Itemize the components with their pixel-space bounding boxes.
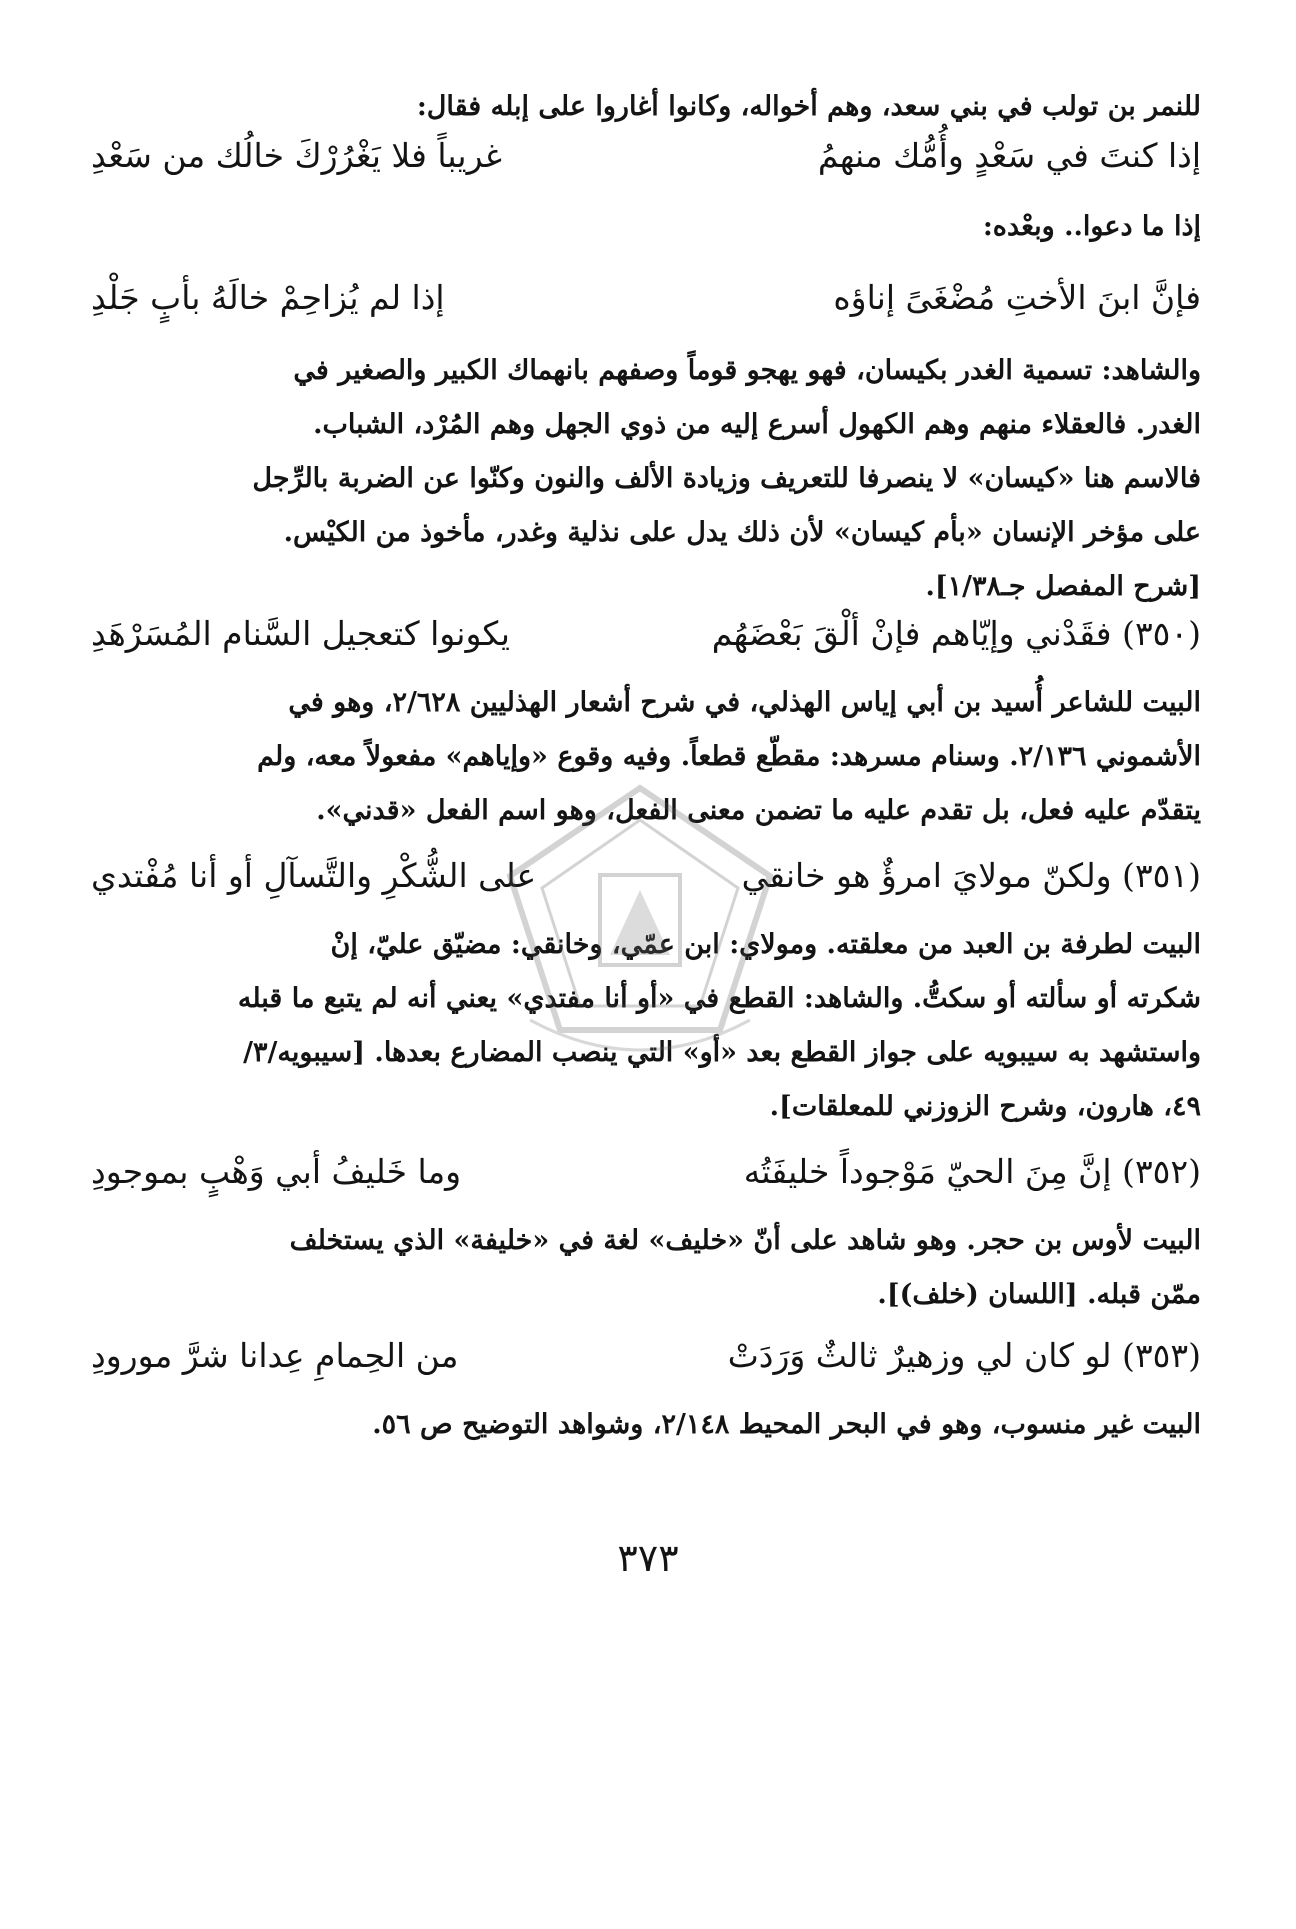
verse-350 (91, 604, 1201, 664)
verse-2-second-hemistich: إذا لم يُزاحِمْ خالَهُ بأبٍ جَلْدِ (91, 278, 445, 317)
commentary-line: ٤٩، هارون، وشرح الزوزني للمعلقات]. (769, 1091, 1201, 1122)
verse-353-first-hemistich: (٣٥٣) لو كان لي وزهيرٌ ثالثٌ وَرَدَتْ (727, 1336, 1201, 1375)
commentary-line: يتقدّم عليه فعل، بل تقدم عليه ما تضمن معنى الفعل، وهو اسم الفعل «قدني». (316, 795, 1201, 826)
commentary-line: على مؤخر الإنسان «بأم كيسان» لأن ذلك يدل على نذلية وغدر، مأخوذ من الكيْس. (283, 517, 1201, 548)
commentary-352 (91, 1214, 1201, 1322)
verse-351-first-hemistich: (٣٥١) ولكنّ مولايَ امرؤٌ هو خانقي (741, 856, 1201, 895)
commentary-line: البيت لطرفة بن العبد من معلقته. ومولاي: ابن عمّي، وخانقي: مضيّق عليّ، إنْ (330, 929, 1201, 960)
verse-1 (91, 126, 1201, 186)
commentary-line: ممّن قبله. [اللسان (خلف)]. (877, 1279, 1201, 1310)
verse-1-second-hemistich: غريباً فلا يَغْرُرْكَ خالُك من سَعْدِ (91, 136, 503, 175)
commentary-block-1 (91, 344, 1201, 614)
commentary-line: واستشهد به سيبويه على جواز القطع بعد «أو» التي ينصب المضارع بعدها. [سيبويه/٣/ (243, 1037, 1201, 1068)
seal-watermark-icon (490, 780, 790, 1060)
verse-350-first-hemistich: (٣٥٠) فقَدْني وإيّاهم فإنْ ألْقَ بَعْضَهُم (711, 614, 1201, 653)
commentary-line: البيت للشاعر أُسيد بن أبي إياس الهذلي، في شرح أشعار الهذليين ٢/٦٢٨، وهو في (288, 687, 1201, 718)
commentary-353 (91, 1398, 1201, 1452)
commentary-line: شكرته أو سألته أو سكتُّ. والشاهد: القطع في «أو أنا مفتدي» يعني أنه لم يتبع ما قبله (237, 983, 1201, 1014)
verse-353-second-hemistich: من الحِمامِ عِدانا شرَّ مورودِ (91, 1336, 459, 1375)
commentary-line: البيت غير منسوب، وهو في البحر المحيط ٢/١٤٨، وشواهد التوضيح ص ٥٦. (372, 1409, 1201, 1440)
verse-350-second-hemistich: يكونوا كتعجيل السَّنام المُسَرْهَدِ (91, 614, 510, 653)
verse-2 (91, 268, 1201, 328)
verse-1-first-hemistich: إذا كنتَ في سَعْدٍ وأُمُّك منهمُ (817, 136, 1201, 175)
commentary-line: الغدر. فالعقلاء منهم وهم الكهول أسرع إليه من ذوي الجهل وهم المُرْد، الشباب. (313, 409, 1201, 440)
after-verse-1 (91, 200, 1201, 254)
commentary-line: البيت لأوس بن حجر. وهو شاهد على أنّ «خليف» لغة في «خليفة» الذي يستخلف (289, 1225, 1201, 1256)
verse-352 (91, 1142, 1201, 1202)
after-verse-1-text: إذا ما دعوا.. وبعْده: (982, 211, 1201, 242)
intro-text: للنمر بن تولب في بني سعد، وهم أخواله، وكانوا أغاروا على إبله فقال: (416, 91, 1201, 122)
commentary-line: والشاهد: تسمية الغدر بكيسان، فهو يهجو قوماً وصفهم بانهماك الكبير والصغير في (293, 355, 1201, 386)
commentary-line: [شرح المفصل جـ١/٣٨]. (925, 571, 1201, 602)
verse-352-second-hemistich: وما خَليفُ أبي وَهْبٍ بموجودِ (91, 1152, 462, 1191)
verse-352-first-hemistich: (٣٥٢) إنَّ مِنَ الحيّ مَوْجوداً خليفَتُه (743, 1152, 1201, 1191)
verse-351-second-hemistich: على الشُّكْرِ والتَّسآلِ أو أنا مُفْتدي (91, 856, 537, 895)
page-number: ٣٧٣ (617, 1536, 679, 1580)
verse-2-first-hemistich: فإنَّ ابنَ الأختِ مُضْغَىً إناؤه (833, 278, 1201, 317)
commentary-line: الأشموني ٢/١٣٦. وسنام مسرهد: مقطّع قطعاً. وفيه وقوع «وإياهم» مفعولاً معه، ولم (257, 741, 1201, 772)
commentary-line: فالاسم هنا «كيسان» لا ينصرفا للتعريف وزيادة الألف والنون وكنّوا عن الضربة بالرِّجل (252, 463, 1201, 494)
verse-353 (91, 1326, 1201, 1386)
